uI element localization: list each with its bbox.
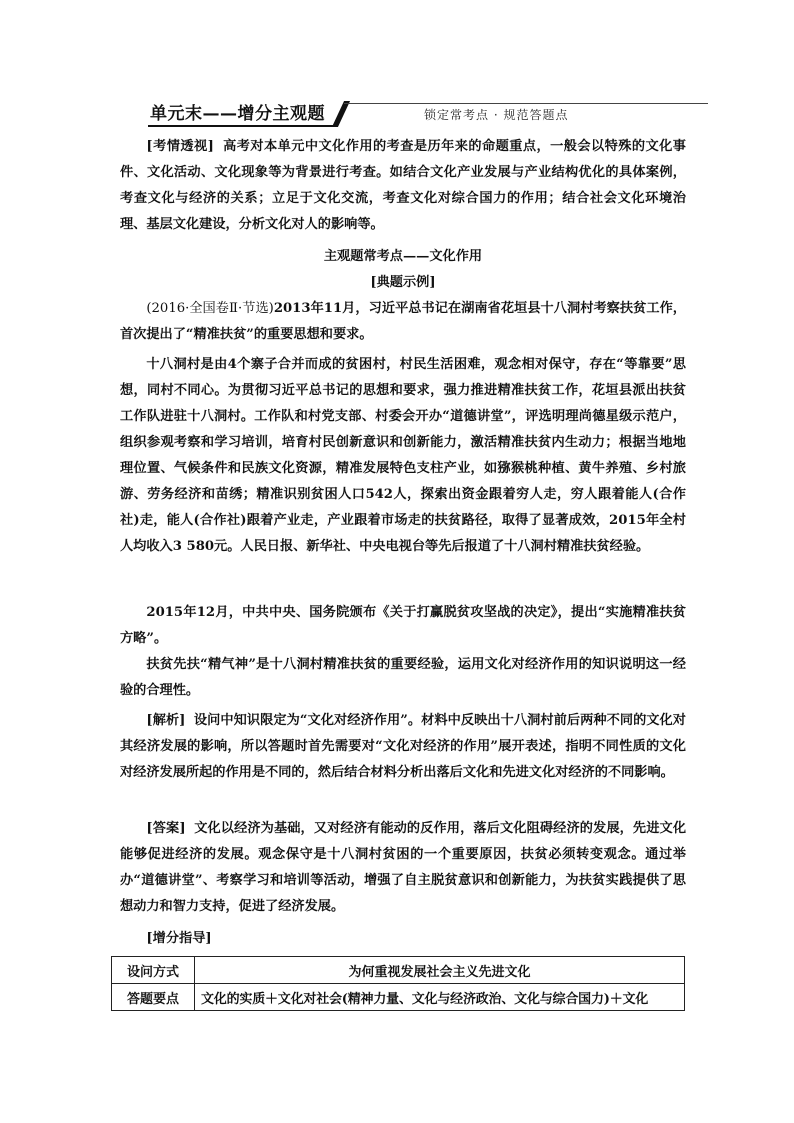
question-prompt: 扶贫先扶“精气神”是十八洞村精准扶贫的重要经验，运用文化对经济作用的知识说明这一经验的合理性。 (120, 657, 686, 698)
banner-subtitle: 锁定常考点 · 规范答题点 (424, 108, 569, 122)
guide-tag: [增分指导] (146, 931, 212, 946)
banner-tab (148, 103, 336, 125)
question-para-3: 2015年12月，中共中央、国务院颁布《关于打赢脱贫攻坚战的决定》，提出“实施精准扶贫方略”。 (120, 605, 686, 646)
analysis-paragraph (120, 708, 686, 786)
answer-tag: [答案] (146, 821, 186, 836)
section-banner (148, 103, 708, 125)
banner-title: 单元末——增分主观题 (150, 104, 325, 124)
answer-paragraph (120, 816, 686, 920)
guide-value: 文化的实质＋文化对社会(精神力量、文化与经济政治、文化与综合国力)＋文化 (195, 984, 685, 1011)
banner-underline (148, 125, 336, 127)
question-para-2: 十八洞村是由4个寨子合并而成的贫困村，村民生活困难，观念相对保守，存在“等靠要”思想，同村不同心。为贯彻习近平总书记的思想和要求，强力推进精准扶贫工作，花垣县派出扶贫工作队进驻十八洞村。工作队和村党支部、村委会开办“道德讲堂”，评选明理尚德星级示范户，组织参观考察和学习培训，培育村民创新意识和创新能力，激活精准扶贫内生动力；根据当地地理位置、气候条件和民族文化资源，精准发展特色支柱产业，如猕猴桃种植、黄牛养殖、乡村旅游、劳务经济和苗绣；精准识别贫困人口542人，探索出资金跟着穷人走，穷人跟着能人(合作社)走，能人(合作社)跟着产业走，产业跟着市场走的扶贫路径，取得了显著成效，2015年全村人均收入3 580元。人民日报、新华社、中央电视台等先后报道了十八洞村精准扶贫经验。 (120, 357, 686, 554)
guide-key: 设问方式 (112, 957, 195, 984)
guide-key: 答题要点 (112, 984, 195, 1011)
question-source: (2016·全国卷Ⅱ·节选) (146, 301, 274, 316)
example-label: [典题示例] (370, 275, 436, 290)
analysis-tag: [解析] (146, 713, 186, 728)
intro-paragraph (120, 134, 686, 238)
intro-tag: [考情透视] (146, 139, 214, 154)
question-para-1 (120, 296, 686, 348)
guide-value: 为何重视发展社会主义先进文化 (195, 957, 685, 984)
table-row (112, 984, 685, 1011)
guide-table (111, 956, 685, 1011)
question-para1-text: 2013年11月，习近平总书记在湖南省花垣县十八洞村考察扶贫工作，首次提出了“精准扶贫”的重要思想和要求。 (120, 301, 686, 342)
section-title: 主观题常考点——文化作用 (323, 249, 483, 264)
intro-text: 高考对本单元中文化作用的考查是历年来的命题重点，一般会以特殊的文化事件、文化活动、文化现象等为背景进行考查。如结合文化产业发展与产业结构优化的具体案例，考查文化与经济的关系；立足于文化交流，考查文化对综合国力的作用；结合社会文化环境治理、基层文化建设，分析文化对人的影响等。 (120, 139, 686, 232)
table-row (112, 957, 685, 984)
banner-rule (344, 103, 708, 104)
answer-text: 文化以经济为基础，又对经济有能动的反作用，落后文化阻碍经济的发展，先进文化能够促进经济的发展。观念保守是十八洞村贫困的一个重要原因，扶贫必须转变观念。通过举办“道德讲堂”、考察学习和培训等活动，增强了自主脱贫意识和创新能力，为扶贫实践提供了思想动力和智力支持，促进了经济发展。 (120, 821, 687, 914)
analysis-text: 设问中知识限定为“文化对经济作用”。材料中反映出十八洞村前后两种不同的文化对其经济发展的影响，所以答题时首先需要对“文化对经济的作用”展开表述，指明不同性质的文化对经济发展所起的作用是不同的，然后结合材料分析出落后文化和先进文化对经济的不同影响。 (120, 713, 686, 780)
